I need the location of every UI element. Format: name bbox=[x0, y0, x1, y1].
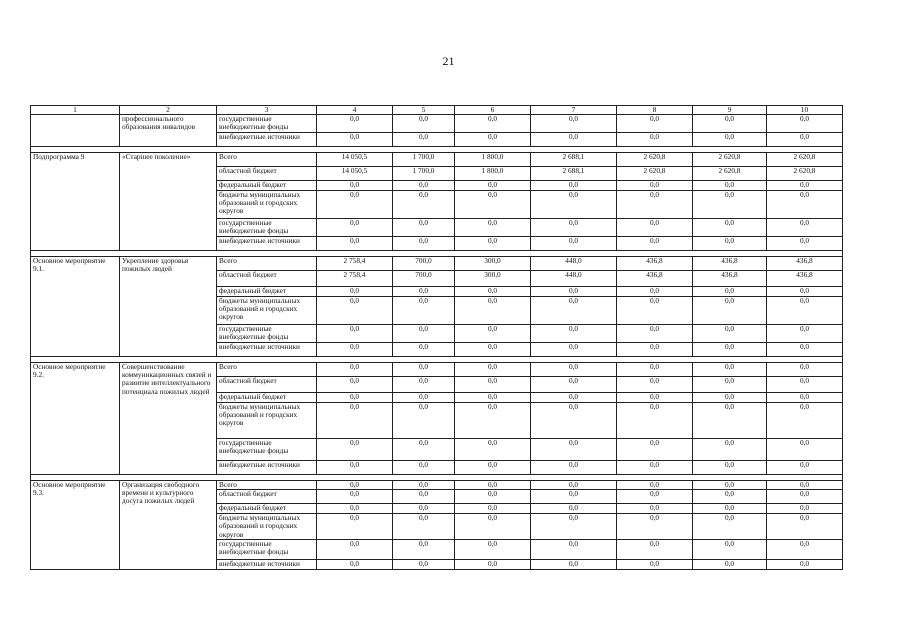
value-cell: 0,0 bbox=[317, 439, 393, 461]
value-cell: 0,0 bbox=[317, 297, 393, 325]
value-cell: 0,0 bbox=[317, 115, 393, 133]
header-cell: 8 bbox=[617, 106, 693, 115]
header-cell: 5 bbox=[393, 106, 455, 115]
value-cell: 0,0 bbox=[317, 540, 393, 560]
value-cell: 0,0 bbox=[455, 560, 531, 570]
program-code-cell: Основное мероприятие 9.3. bbox=[31, 481, 120, 570]
value-cell: 0,0 bbox=[617, 393, 693, 403]
value-cell: 0,0 bbox=[617, 181, 693, 191]
value-cell: 0,0 bbox=[531, 393, 617, 403]
value-cell: 0,0 bbox=[693, 181, 767, 191]
value-cell: 0,0 bbox=[767, 377, 843, 393]
table-body bbox=[31, 115, 843, 570]
value-cell: 2 620,8 bbox=[767, 167, 843, 181]
value-cell: 0,0 bbox=[393, 115, 455, 133]
funding-source-cell: федеральный бюджет bbox=[217, 181, 317, 191]
value-cell: 0,0 bbox=[531, 191, 617, 219]
value-cell: 0,0 bbox=[617, 343, 693, 357]
funding-source-cell: областной бюджет bbox=[217, 490, 317, 504]
value-cell: 0,0 bbox=[617, 237, 693, 251]
table-row bbox=[31, 257, 843, 271]
value-cell: 0,0 bbox=[693, 393, 767, 403]
value-cell: 0,0 bbox=[617, 377, 693, 393]
value-cell: 0,0 bbox=[393, 504, 455, 514]
value-cell: 0,0 bbox=[617, 403, 693, 439]
value-cell: 0,0 bbox=[317, 325, 393, 343]
value-cell: 0,0 bbox=[393, 181, 455, 191]
value-cell: 0,0 bbox=[455, 237, 531, 251]
value-cell: 0,0 bbox=[455, 514, 531, 540]
value-cell: 0,0 bbox=[531, 540, 617, 560]
value-cell: 0,0 bbox=[531, 377, 617, 393]
value-cell: 0,0 bbox=[317, 133, 393, 147]
value-cell: 0,0 bbox=[617, 297, 693, 325]
value-cell: 0,0 bbox=[767, 403, 843, 439]
budget-table bbox=[30, 105, 843, 570]
value-cell: 0,0 bbox=[617, 219, 693, 237]
value-cell: 0,0 bbox=[693, 514, 767, 540]
value-cell: 0,0 bbox=[767, 133, 843, 147]
value-cell: 0,0 bbox=[767, 343, 843, 357]
value-cell: 0,0 bbox=[617, 115, 693, 133]
header-cell: 4 bbox=[317, 106, 393, 115]
value-cell: 0,0 bbox=[317, 219, 393, 237]
funding-source-cell: внебюджетные источники bbox=[217, 560, 317, 570]
program-name-cell: Укрепление здоровья пожилых людей bbox=[120, 257, 217, 357]
value-cell: 2 620,8 bbox=[693, 153, 767, 167]
program-name-cell: Совершенствование коммуникационных связей и развитие интеллектуального потенциала пожилых людей bbox=[120, 363, 217, 475]
value-cell: 1 700,0 bbox=[393, 153, 455, 167]
value-cell: 0,0 bbox=[693, 490, 767, 504]
funding-source-cell: государственные внебюджетные фонды bbox=[217, 115, 317, 133]
value-cell: 0,0 bbox=[617, 439, 693, 461]
funding-source-cell: внебюджетные источники bbox=[217, 343, 317, 357]
value-cell: 0,0 bbox=[693, 133, 767, 147]
header-cell: 6 bbox=[455, 106, 531, 115]
value-cell: 0,0 bbox=[317, 490, 393, 504]
value-cell: 0,0 bbox=[455, 403, 531, 439]
program-code-cell: Основное мероприятие 9.1. bbox=[31, 257, 120, 357]
value-cell: 0,0 bbox=[531, 490, 617, 504]
value-cell: 0,0 bbox=[531, 219, 617, 237]
value-cell: 0,0 bbox=[455, 287, 531, 297]
value-cell: 0,0 bbox=[767, 325, 843, 343]
value-cell: 0,0 bbox=[767, 297, 843, 325]
program-name-cell: Организация свободного времени и культурного досуга пожилых людей bbox=[120, 481, 217, 570]
value-cell: 0,0 bbox=[531, 560, 617, 570]
value-cell: 0,0 bbox=[317, 481, 393, 490]
value-cell: 0,0 bbox=[393, 191, 455, 219]
value-cell: 0,0 bbox=[455, 325, 531, 343]
funding-source-cell: федеральный бюджет bbox=[217, 393, 317, 403]
value-cell: 0,0 bbox=[393, 343, 455, 357]
value-cell: 0,0 bbox=[767, 115, 843, 133]
value-cell: 0,0 bbox=[767, 181, 843, 191]
header-row bbox=[31, 106, 843, 115]
value-cell: 14 050,5 bbox=[317, 153, 393, 167]
value-cell: 2 758,4 bbox=[317, 257, 393, 271]
value-cell: 0,0 bbox=[531, 133, 617, 147]
value-cell: 0,0 bbox=[531, 287, 617, 297]
value-cell: 0,0 bbox=[531, 363, 617, 377]
funding-source-cell: государственные внебюджетные фонды bbox=[217, 540, 317, 560]
value-cell: 0,0 bbox=[455, 481, 531, 490]
value-cell: 0,0 bbox=[393, 393, 455, 403]
value-cell: 0,0 bbox=[393, 297, 455, 325]
value-cell: 0,0 bbox=[693, 439, 767, 461]
value-cell: 0,0 bbox=[393, 377, 455, 393]
value-cell: 300,0 bbox=[455, 257, 531, 271]
header-cell: 7 bbox=[531, 106, 617, 115]
value-cell: 0,0 bbox=[767, 219, 843, 237]
value-cell: 0,0 bbox=[531, 403, 617, 439]
value-cell: 0,0 bbox=[767, 237, 843, 251]
value-cell: 0,0 bbox=[455, 181, 531, 191]
value-cell: 0,0 bbox=[617, 504, 693, 514]
value-cell: 0,0 bbox=[617, 461, 693, 475]
value-cell: 0,0 bbox=[767, 287, 843, 297]
funding-source-cell: областной бюджет bbox=[217, 377, 317, 393]
value-cell: 0,0 bbox=[455, 363, 531, 377]
value-cell: 0,0 bbox=[617, 133, 693, 147]
value-cell: 0,0 bbox=[531, 237, 617, 251]
value-cell: 700,0 bbox=[393, 271, 455, 287]
page-number: 21 bbox=[442, 54, 455, 68]
value-cell: 0,0 bbox=[393, 514, 455, 540]
value-cell: 0,0 bbox=[531, 325, 617, 343]
header-cell: 2 bbox=[120, 106, 217, 115]
value-cell: 0,0 bbox=[693, 481, 767, 490]
program-name-cell: «Старшее поколение» bbox=[120, 153, 217, 251]
value-cell: 14 050,5 bbox=[317, 167, 393, 181]
value-cell: 2 620,8 bbox=[767, 153, 843, 167]
value-cell: 0,0 bbox=[767, 481, 843, 490]
funding-source-cell: Всего bbox=[217, 153, 317, 167]
funding-source-cell: федеральный бюджет bbox=[217, 504, 317, 514]
funding-source-cell: Всего bbox=[217, 257, 317, 271]
value-cell: 0,0 bbox=[393, 363, 455, 377]
value-cell: 0,0 bbox=[767, 191, 843, 219]
value-cell: 0,0 bbox=[455, 490, 531, 504]
funding-source-cell: государственные внебюджетные фонды bbox=[217, 325, 317, 343]
value-cell: 0,0 bbox=[393, 325, 455, 343]
value-cell: 0,0 bbox=[393, 461, 455, 475]
funding-source-cell: областной бюджет bbox=[217, 167, 317, 181]
funding-source-cell: бюджеты муниципальных образований и городских округов bbox=[217, 297, 317, 325]
value-cell: 0,0 bbox=[455, 219, 531, 237]
value-cell: 0,0 bbox=[531, 115, 617, 133]
value-cell: 1 800,0 bbox=[455, 167, 531, 181]
funding-source-cell: бюджеты муниципальных образований и городских округов bbox=[217, 403, 317, 439]
value-cell: 436,8 bbox=[693, 257, 767, 271]
value-cell: 0,0 bbox=[455, 393, 531, 403]
value-cell: 0,0 bbox=[767, 560, 843, 570]
value-cell: 0,0 bbox=[455, 504, 531, 514]
value-cell: 0,0 bbox=[767, 439, 843, 461]
value-cell: 0,0 bbox=[455, 343, 531, 357]
value-cell: 0,0 bbox=[617, 191, 693, 219]
value-cell: 0,0 bbox=[617, 325, 693, 343]
table-row bbox=[31, 115, 843, 133]
value-cell: 0,0 bbox=[531, 297, 617, 325]
funding-source-cell: государственные внебюджетные фонды bbox=[217, 219, 317, 237]
value-cell: 0,0 bbox=[693, 377, 767, 393]
value-cell: 0,0 bbox=[393, 439, 455, 461]
funding-source-cell: Всего bbox=[217, 481, 317, 490]
header-cell: 9 bbox=[693, 106, 767, 115]
table-row bbox=[31, 363, 843, 377]
value-cell: 1 800,0 bbox=[455, 153, 531, 167]
value-cell: 2 688,1 bbox=[531, 153, 617, 167]
value-cell: 0,0 bbox=[455, 115, 531, 133]
value-cell: 0,0 bbox=[617, 363, 693, 377]
value-cell: 0,0 bbox=[531, 343, 617, 357]
funding-source-cell: областной бюджет bbox=[217, 271, 317, 287]
header-cell: 3 bbox=[217, 106, 317, 115]
value-cell: 2 620,8 bbox=[617, 153, 693, 167]
value-cell: 0,0 bbox=[455, 133, 531, 147]
value-cell: 2 758,4 bbox=[317, 271, 393, 287]
value-cell: 0,0 bbox=[693, 461, 767, 475]
value-cell: 0,0 bbox=[317, 504, 393, 514]
value-cell: 0,0 bbox=[393, 133, 455, 147]
value-cell: 0,0 bbox=[693, 191, 767, 219]
value-cell: 2 688,1 bbox=[531, 167, 617, 181]
value-cell: 0,0 bbox=[693, 115, 767, 133]
value-cell: 0,0 bbox=[617, 560, 693, 570]
value-cell: 0,0 bbox=[455, 191, 531, 219]
value-cell: 0,0 bbox=[531, 504, 617, 514]
value-cell: 0,0 bbox=[317, 363, 393, 377]
value-cell: 0,0 bbox=[455, 540, 531, 560]
value-cell: 0,0 bbox=[455, 461, 531, 475]
funding-source-cell: внебюджетные источники bbox=[217, 237, 317, 251]
value-cell: 0,0 bbox=[693, 237, 767, 251]
value-cell: 2 620,8 bbox=[617, 167, 693, 181]
program-code-cell bbox=[31, 115, 120, 147]
value-cell: 0,0 bbox=[617, 481, 693, 490]
value-cell: 0,0 bbox=[767, 363, 843, 377]
value-cell: 0,0 bbox=[693, 343, 767, 357]
value-cell: 1 700,0 bbox=[393, 167, 455, 181]
value-cell: 0,0 bbox=[317, 377, 393, 393]
value-cell: 0,0 bbox=[767, 393, 843, 403]
value-cell: 0,0 bbox=[455, 297, 531, 325]
value-cell: 0,0 bbox=[693, 403, 767, 439]
value-cell: 0,0 bbox=[317, 514, 393, 540]
value-cell: 0,0 bbox=[393, 490, 455, 504]
value-cell: 0,0 bbox=[317, 191, 393, 219]
value-cell: 0,0 bbox=[393, 403, 455, 439]
value-cell: 448,0 bbox=[531, 271, 617, 287]
value-cell: 0,0 bbox=[393, 540, 455, 560]
header-cell: 1 bbox=[31, 106, 120, 115]
value-cell: 0,0 bbox=[617, 514, 693, 540]
value-cell: 700,0 bbox=[393, 257, 455, 271]
value-cell: 0,0 bbox=[693, 363, 767, 377]
funding-source-cell: внебюджетные источники bbox=[217, 133, 317, 147]
value-cell: 0,0 bbox=[455, 439, 531, 461]
funding-source-cell: государственные внебюджетные фонды bbox=[217, 439, 317, 461]
funding-source-cell: внебюджетные источники bbox=[217, 461, 317, 475]
value-cell: 0,0 bbox=[317, 403, 393, 439]
program-code-cell: Подпрограмма 9 bbox=[31, 153, 120, 251]
value-cell: 0,0 bbox=[317, 343, 393, 357]
value-cell: 0,0 bbox=[767, 461, 843, 475]
value-cell: 0,0 bbox=[317, 560, 393, 570]
value-cell: 0,0 bbox=[693, 287, 767, 297]
value-cell: 0,0 bbox=[693, 504, 767, 514]
value-cell: 0,0 bbox=[767, 514, 843, 540]
value-cell: 0,0 bbox=[693, 540, 767, 560]
value-cell: 0,0 bbox=[393, 481, 455, 490]
value-cell: 0,0 bbox=[531, 439, 617, 461]
value-cell: 0,0 bbox=[317, 461, 393, 475]
table-row bbox=[31, 481, 843, 490]
value-cell: 2 620,8 bbox=[693, 167, 767, 181]
value-cell: 0,0 bbox=[531, 461, 617, 475]
value-cell: 0,0 bbox=[531, 481, 617, 490]
funding-source-cell: бюджеты муниципальных образований и городских округов bbox=[217, 514, 317, 540]
value-cell: 0,0 bbox=[393, 237, 455, 251]
value-cell: 436,8 bbox=[617, 257, 693, 271]
value-cell: 448,0 bbox=[531, 257, 617, 271]
value-cell: 0,0 bbox=[393, 287, 455, 297]
value-cell: 0,0 bbox=[617, 540, 693, 560]
value-cell: 0,0 bbox=[617, 490, 693, 504]
value-cell: 0,0 bbox=[393, 219, 455, 237]
value-cell: 0,0 bbox=[317, 393, 393, 403]
funding-source-cell: Всего bbox=[217, 363, 317, 377]
value-cell: 0,0 bbox=[617, 287, 693, 297]
value-cell: 0,0 bbox=[693, 219, 767, 237]
value-cell: 436,8 bbox=[767, 257, 843, 271]
value-cell: 436,8 bbox=[693, 271, 767, 287]
value-cell: 0,0 bbox=[317, 237, 393, 251]
value-cell: 0,0 bbox=[317, 181, 393, 191]
funding-source-cell: бюджеты муниципальных образований и городских округов bbox=[217, 191, 317, 219]
table-row bbox=[31, 153, 843, 167]
value-cell: 0,0 bbox=[393, 560, 455, 570]
value-cell: 0,0 bbox=[767, 490, 843, 504]
value-cell: 0,0 bbox=[693, 325, 767, 343]
value-cell: 0,0 bbox=[531, 181, 617, 191]
value-cell: 0,0 bbox=[767, 504, 843, 514]
program-code-cell: Основное мероприятие 9.2. bbox=[31, 363, 120, 475]
value-cell: 436,8 bbox=[767, 271, 843, 287]
value-cell: 0,0 bbox=[693, 560, 767, 570]
value-cell: 0,0 bbox=[455, 377, 531, 393]
funding-source-cell: федеральный бюджет bbox=[217, 287, 317, 297]
value-cell: 0,0 bbox=[531, 514, 617, 540]
value-cell: 0,0 bbox=[767, 540, 843, 560]
value-cell: 0,0 bbox=[693, 297, 767, 325]
value-cell: 0,0 bbox=[317, 287, 393, 297]
value-cell: 300,0 bbox=[455, 271, 531, 287]
header-cell: 10 bbox=[767, 106, 843, 115]
value-cell: 436,8 bbox=[617, 271, 693, 287]
program-name-cell: профессионального образования инвалидов bbox=[120, 115, 217, 147]
